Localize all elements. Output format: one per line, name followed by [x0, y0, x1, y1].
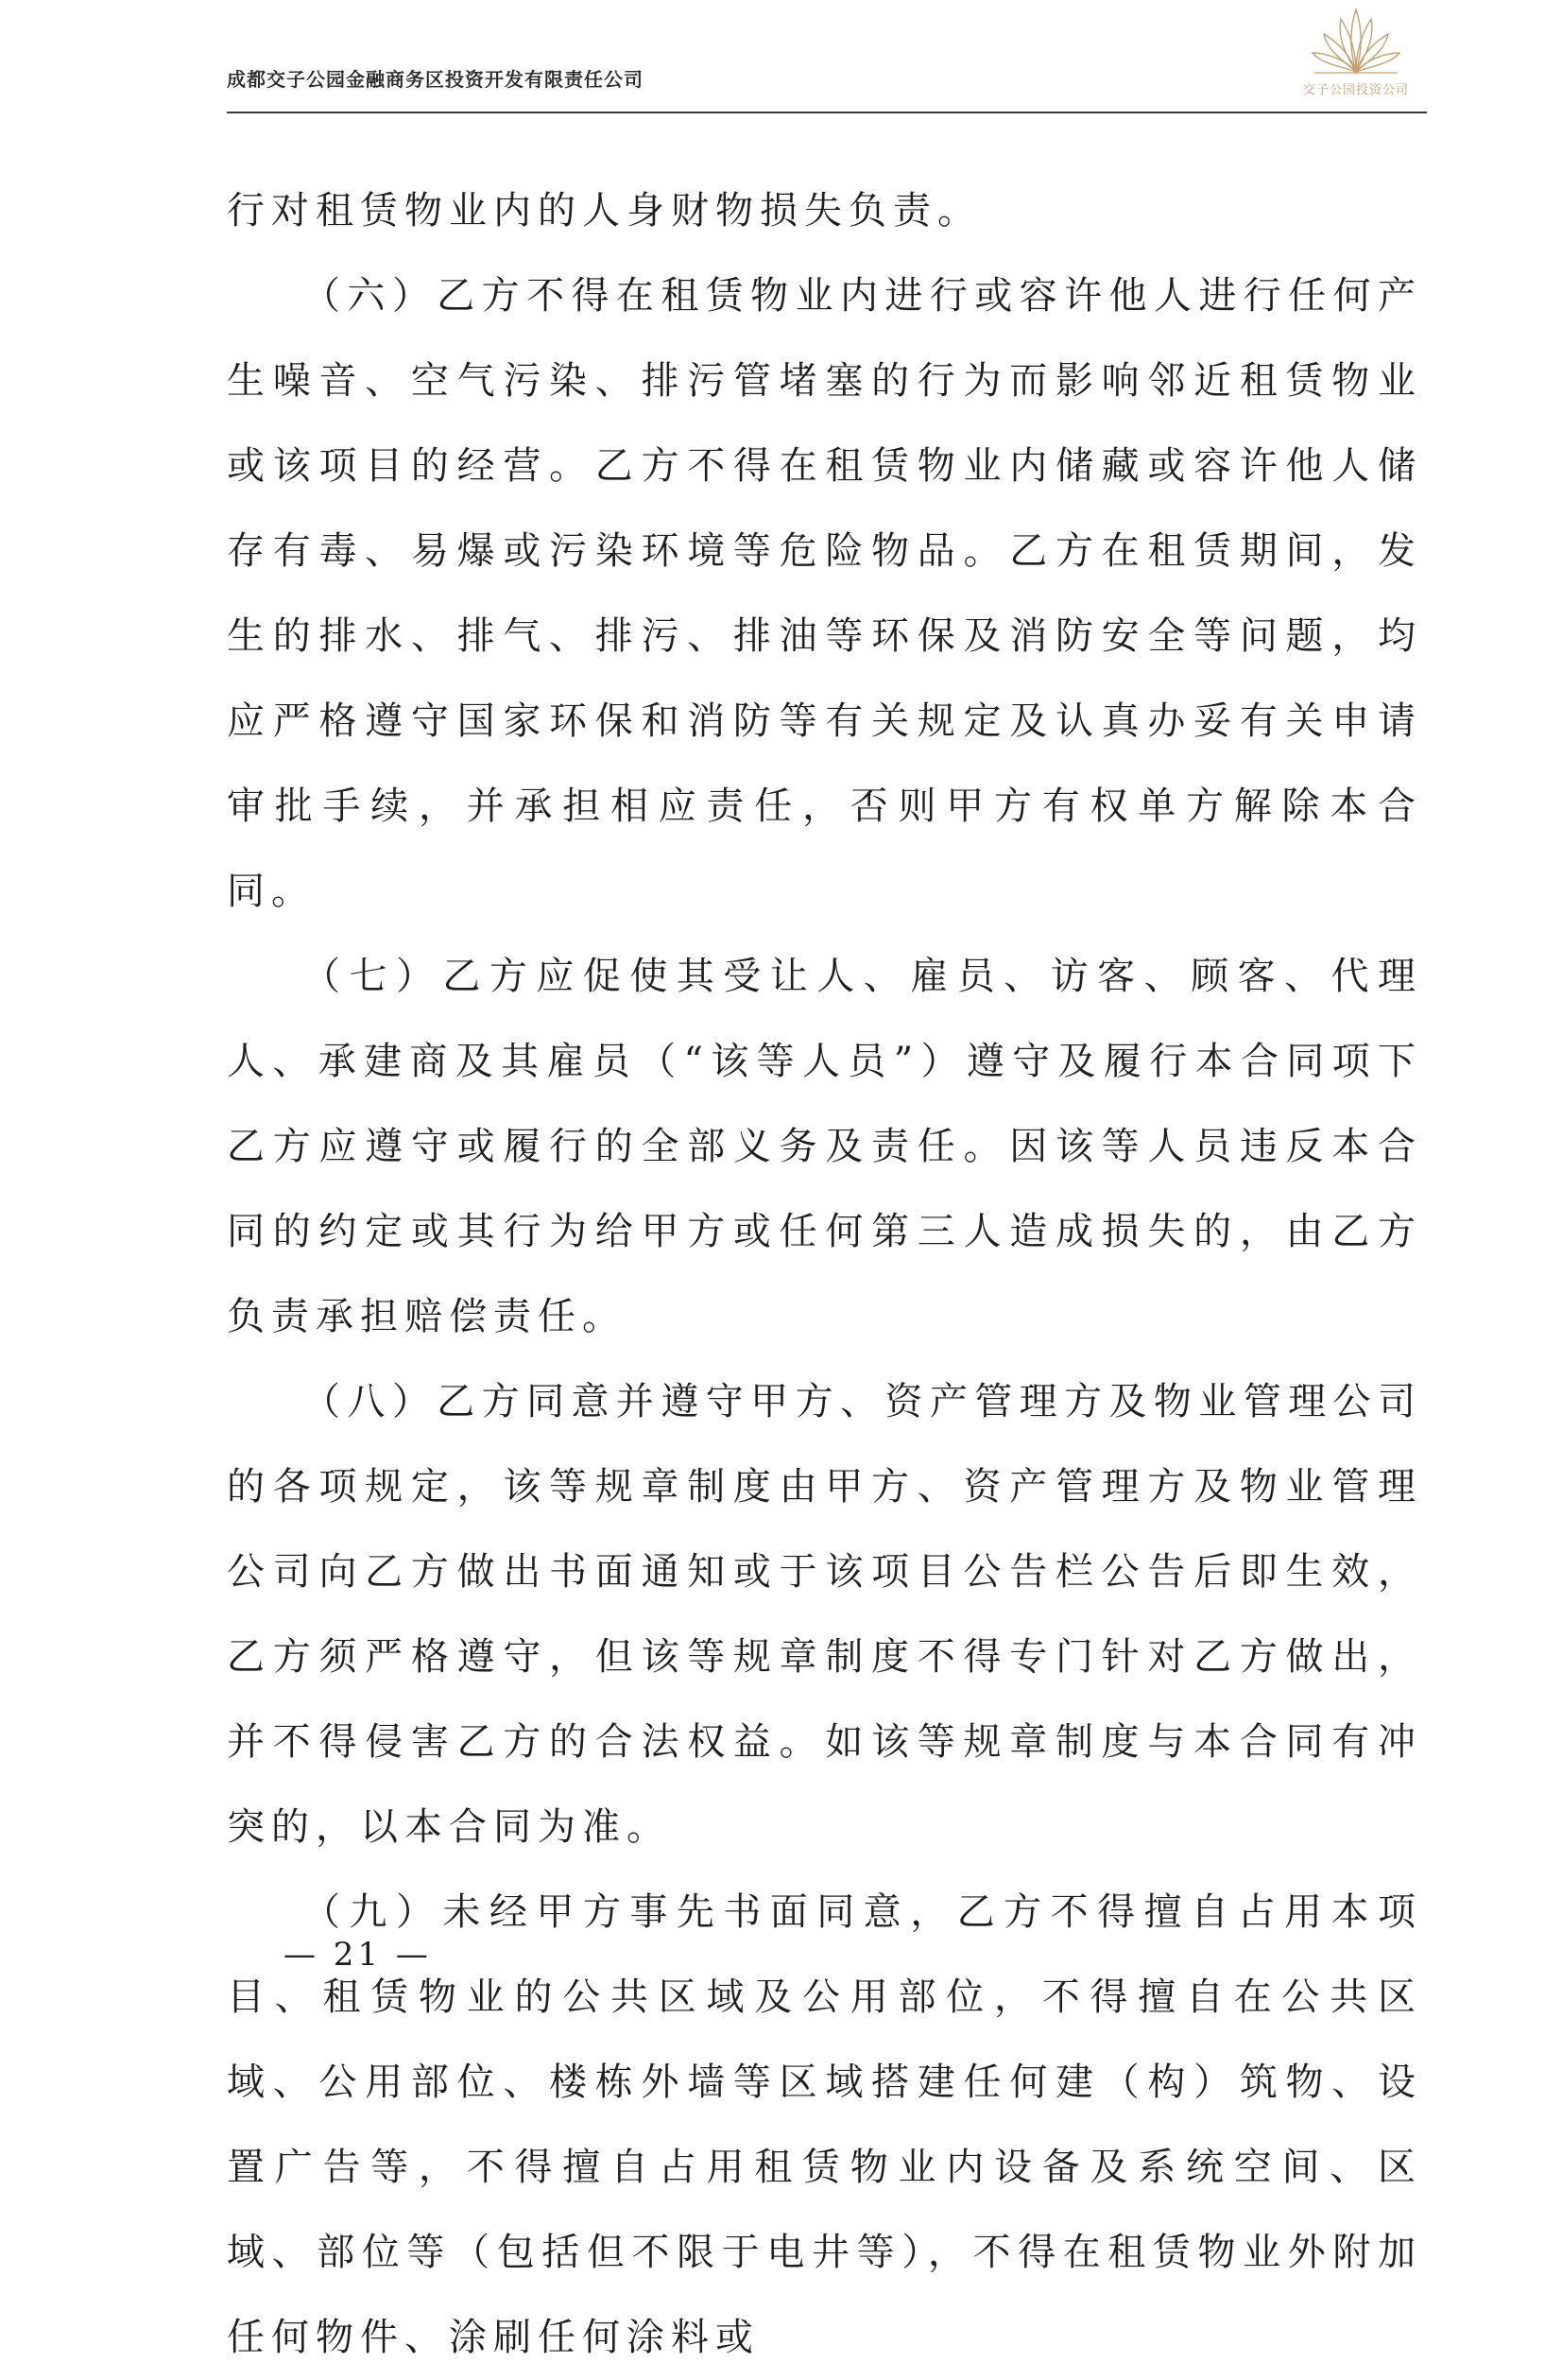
clause-8: （八）乙方同意并遵守甲方、资产管理方及物业管理公司的各项规定，该等规章制度由甲方、资产管理方及物业管理公司向乙方做出书面通知或于该项目公告栏公告后即生效，乙方须严格遵守，但该等规章制度不得专门针对乙方做出，并不得侵害乙方的合法权益。如该等规章制度与本合同有冲突的，以本合同为准。: [227, 1380, 1422, 1849]
lotus-logo-icon: [1309, 6, 1403, 74]
header-divider: [227, 112, 1427, 113]
company-name: 成都交子公园金融商务区投资开发有限责任公司: [227, 68, 644, 91]
clause-6: （六）乙方不得在租赁物业内进行或容许他人进行任何产生噪音、空气污染、排污管堵塞的行为而影响邻近租赁物业或该项目的经营。乙方不得在租赁物业内储藏或容许他人储存有毒、易爆或污染环境等危险物品。乙方在租赁期间，发生的排水、排气、排污、排油等环保及消防安全等问题，均应严格遵守国家环保和消防等有关规定及认真办妥有关申请审批手续，并承担相应责任，否则甲方有权单方解除本合同。: [227, 274, 1422, 913]
clause-7: （七）乙方应促使其受让人、雇员、访客、顾客、代理人、承建商及其雇员（“该等人员”）遵守及履行本合同项下乙方应遵守或履行的全部义务及责任。因该等人员违反本合同的约定或其行为给甲方或任何第三人造成损失的，由乙方负责承担赔偿责任。: [227, 955, 1422, 1338]
page-header: [227, 0, 1427, 121]
clause-9: （九）未经甲方事先书面同意，乙方不得擅自占用本项目、租赁物业的公共区域及公用部位，不得擅自在公共区域、公用部位、楼栋外墙等区域搭建任何建（构）筑物、设置广告等，不得擅自占用租赁物业内设备及系统空间、区域、部位等（包括但不限于电井等），不得在租赁物业外附加任何物件、涂刷任何涂料或: [227, 1890, 1422, 2359]
logo-caption: 交子公园投资公司: [1302, 83, 1409, 97]
company-logo: [1285, 6, 1427, 104]
contract-body: [227, 168, 1422, 2380]
paragraph-continuation: 行对租赁物业内的人身财物损失负责。: [227, 189, 982, 233]
page-number: — 21 —: [283, 1936, 432, 1974]
